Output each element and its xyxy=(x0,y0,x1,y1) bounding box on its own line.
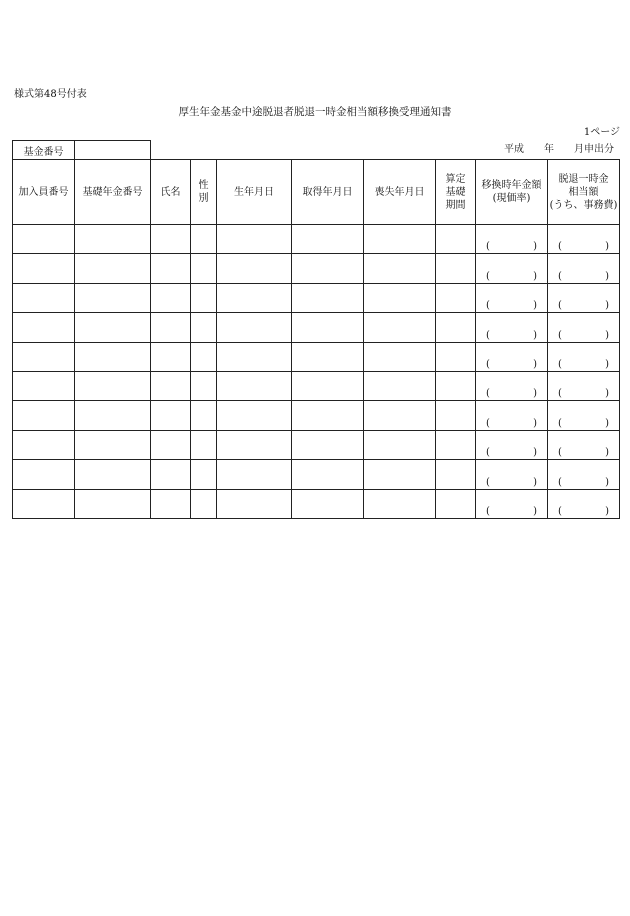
cell-birth[interactable] xyxy=(217,342,292,371)
cell-transfer_amount[interactable] xyxy=(476,283,548,312)
cell-acquired[interactable] xyxy=(292,313,364,342)
cell-transfer_amount[interactable] xyxy=(476,401,548,430)
cell-lump_sum[interactable] xyxy=(548,283,620,312)
cell-pension_no[interactable] xyxy=(75,313,151,342)
column-header-lump_sum: 脱退一時金 相当額 (うち、事務費) xyxy=(548,160,620,225)
column-header-pension_no: 基礎年金番号 xyxy=(75,160,151,225)
cell-basis[interactable] xyxy=(436,254,476,283)
table-row xyxy=(13,283,620,312)
open-paren: ( xyxy=(486,358,490,370)
cell-lost[interactable] xyxy=(364,342,436,371)
cell-acquired[interactable] xyxy=(292,254,364,283)
cell-member_no[interactable] xyxy=(13,225,75,254)
column-header-acquired: 取得年月日 xyxy=(292,160,364,225)
table-row xyxy=(13,342,620,371)
cell-name[interactable] xyxy=(151,460,191,489)
cell-pension_no[interactable] xyxy=(75,460,151,489)
cell-transfer_amount[interactable] xyxy=(476,254,548,283)
table-row xyxy=(13,401,620,430)
cell-sex[interactable] xyxy=(191,401,217,430)
cell-basis[interactable] xyxy=(436,313,476,342)
cell-pension_no[interactable] xyxy=(75,342,151,371)
cell-lost[interactable] xyxy=(364,430,436,459)
column-header-transfer_amount: 移換時年金額 (現価率) xyxy=(476,160,548,225)
fund-number-label: 基金番号 xyxy=(13,141,75,160)
open-paren: ( xyxy=(486,241,490,253)
open-paren: ( xyxy=(486,329,490,341)
close-paren: ) xyxy=(533,417,537,429)
cell-member_no[interactable] xyxy=(13,401,75,430)
cell-name[interactable] xyxy=(151,401,191,430)
column-header-member_no: 加入員番号 xyxy=(13,160,75,225)
cell-acquired[interactable] xyxy=(292,371,364,400)
cell-sex[interactable] xyxy=(191,371,217,400)
cell-acquired[interactable] xyxy=(292,489,364,518)
cell-member_no[interactable] xyxy=(13,283,75,312)
column-header-basis: 算定 基礎 期間 xyxy=(436,160,476,225)
close-paren: ) xyxy=(605,505,609,517)
close-paren: ) xyxy=(533,300,537,312)
cell-transfer_amount[interactable] xyxy=(476,313,548,342)
cell-birth[interactable] xyxy=(217,371,292,400)
page-title: 厚生年金基金中途脱退者脱退一時金相当額移換受理通知書 xyxy=(178,106,452,118)
open-paren: ( xyxy=(558,417,562,429)
table-row xyxy=(13,460,620,489)
cell-name[interactable] xyxy=(151,342,191,371)
page-number: 1ページ xyxy=(583,127,620,138)
cell-lump_sum[interactable] xyxy=(548,254,620,283)
cell-sex[interactable] xyxy=(191,460,217,489)
cell-lost[interactable] xyxy=(364,401,436,430)
close-paren: ) xyxy=(533,505,537,517)
cell-name[interactable] xyxy=(151,225,191,254)
close-paren: ) xyxy=(533,476,537,488)
cell-basis[interactable] xyxy=(436,342,476,371)
cell-pension_no[interactable] xyxy=(75,283,151,312)
cell-birth[interactable] xyxy=(217,401,292,430)
table-row xyxy=(13,225,620,254)
close-paren: ) xyxy=(605,388,609,400)
cell-birth[interactable] xyxy=(217,313,292,342)
open-paren: ( xyxy=(558,447,562,459)
cell-lump_sum[interactable] xyxy=(548,430,620,459)
cell-sex[interactable] xyxy=(191,313,217,342)
cell-sex[interactable] xyxy=(191,283,217,312)
cell-pension_no[interactable] xyxy=(75,489,151,518)
cell-transfer_amount[interactable] xyxy=(476,371,548,400)
cell-member_no[interactable] xyxy=(13,371,75,400)
cell-acquired[interactable] xyxy=(292,401,364,430)
open-paren: ( xyxy=(486,476,490,488)
cell-birth[interactable] xyxy=(217,254,292,283)
close-paren: ) xyxy=(605,476,609,488)
cell-lost[interactable] xyxy=(364,254,436,283)
fund-number-box xyxy=(12,140,151,160)
table-row xyxy=(13,313,620,342)
close-paren: ) xyxy=(605,417,609,429)
cell-birth[interactable] xyxy=(217,430,292,459)
cell-lost[interactable] xyxy=(364,489,436,518)
table-row xyxy=(13,489,620,518)
cell-lost[interactable] xyxy=(364,225,436,254)
cell-lost[interactable] xyxy=(364,283,436,312)
cell-basis[interactable] xyxy=(436,460,476,489)
cell-acquired[interactable] xyxy=(292,283,364,312)
open-paren: ( xyxy=(486,270,490,282)
cell-member_no[interactable] xyxy=(13,254,75,283)
member-transfer-table xyxy=(12,159,620,519)
close-paren: ) xyxy=(605,300,609,312)
open-paren: ( xyxy=(558,300,562,312)
cell-lump_sum[interactable] xyxy=(548,460,620,489)
open-paren: ( xyxy=(486,300,490,312)
form-number-label: 様式第48号付表 xyxy=(14,89,87,100)
cell-name[interactable] xyxy=(151,371,191,400)
cell-pension_no[interactable] xyxy=(75,401,151,430)
cell-lost[interactable] xyxy=(364,460,436,489)
open-paren: ( xyxy=(486,388,490,400)
open-paren: ( xyxy=(486,447,490,459)
cell-lump_sum[interactable] xyxy=(548,342,620,371)
open-paren: ( xyxy=(558,476,562,488)
cell-sex[interactable] xyxy=(191,225,217,254)
close-paren: ) xyxy=(605,447,609,459)
cell-acquired[interactable] xyxy=(292,342,364,371)
column-header-lost: 喪失年月日 xyxy=(364,160,436,225)
close-paren: ) xyxy=(533,329,537,341)
column-header-name: 氏名 xyxy=(151,160,191,225)
cell-pension_no[interactable] xyxy=(75,430,151,459)
cell-sex[interactable] xyxy=(191,342,217,371)
cell-sex[interactable] xyxy=(191,489,217,518)
application-date-line: 平成 年 月申出分 xyxy=(504,144,614,155)
fund-number-field[interactable] xyxy=(75,141,151,160)
cell-basis[interactable] xyxy=(436,489,476,518)
cell-name[interactable] xyxy=(151,430,191,459)
close-paren: ) xyxy=(605,358,609,370)
cell-birth[interactable] xyxy=(217,460,292,489)
cell-birth[interactable] xyxy=(217,225,292,254)
cell-transfer_amount[interactable] xyxy=(476,342,548,371)
open-paren: ( xyxy=(558,358,562,370)
cell-pension_no[interactable] xyxy=(75,371,151,400)
open-paren: ( xyxy=(558,329,562,341)
cell-sex[interactable] xyxy=(191,430,217,459)
cell-lump_sum[interactable] xyxy=(548,489,620,518)
open-paren: ( xyxy=(558,388,562,400)
table-row xyxy=(13,254,620,283)
cell-lost[interactable] xyxy=(364,371,436,400)
close-paren: ) xyxy=(533,447,537,459)
cell-acquired[interactable] xyxy=(292,460,364,489)
cell-acquired[interactable] xyxy=(292,225,364,254)
column-header-sex: 性 別 xyxy=(191,160,217,225)
cell-lump_sum[interactable] xyxy=(548,313,620,342)
open-paren: ( xyxy=(486,417,490,429)
cell-member_no[interactable] xyxy=(13,489,75,518)
close-paren: ) xyxy=(605,241,609,253)
cell-pension_no[interactable] xyxy=(75,225,151,254)
open-paren: ( xyxy=(486,505,490,517)
cell-lump_sum[interactable] xyxy=(548,371,620,400)
cell-sex[interactable] xyxy=(191,254,217,283)
cell-member_no[interactable] xyxy=(13,430,75,459)
cell-birth[interactable] xyxy=(217,283,292,312)
cell-lost[interactable] xyxy=(364,313,436,342)
cell-transfer_amount[interactable] xyxy=(476,225,548,254)
cell-member_no[interactable] xyxy=(13,460,75,489)
close-paren: ) xyxy=(533,241,537,253)
cell-basis[interactable] xyxy=(436,283,476,312)
cell-basis[interactable] xyxy=(436,371,476,400)
close-paren: ) xyxy=(605,329,609,341)
cell-basis[interactable] xyxy=(436,401,476,430)
cell-member_no[interactable] xyxy=(13,342,75,371)
cell-transfer_amount[interactable] xyxy=(476,430,548,459)
cell-name[interactable] xyxy=(151,313,191,342)
cell-lump_sum[interactable] xyxy=(548,401,620,430)
column-header-birth: 生年月日 xyxy=(217,160,292,225)
table-row xyxy=(13,430,620,459)
close-paren: ) xyxy=(533,388,537,400)
cell-name[interactable] xyxy=(151,254,191,283)
cell-member_no[interactable] xyxy=(13,313,75,342)
cell-acquired[interactable] xyxy=(292,430,364,459)
open-paren: ( xyxy=(558,241,562,253)
close-paren: ) xyxy=(605,270,609,282)
cell-name[interactable] xyxy=(151,283,191,312)
cell-pension_no[interactable] xyxy=(75,254,151,283)
cell-transfer_amount[interactable] xyxy=(476,489,548,518)
close-paren: ) xyxy=(533,270,537,282)
open-paren: ( xyxy=(558,270,562,282)
table-row xyxy=(13,371,620,400)
open-paren: ( xyxy=(558,505,562,517)
cell-basis[interactable] xyxy=(436,430,476,459)
cell-basis[interactable] xyxy=(436,225,476,254)
cell-name[interactable] xyxy=(151,489,191,518)
close-paren: ) xyxy=(533,358,537,370)
cell-transfer_amount[interactable] xyxy=(476,460,548,489)
cell-lump_sum[interactable] xyxy=(548,225,620,254)
cell-birth[interactable] xyxy=(217,489,292,518)
